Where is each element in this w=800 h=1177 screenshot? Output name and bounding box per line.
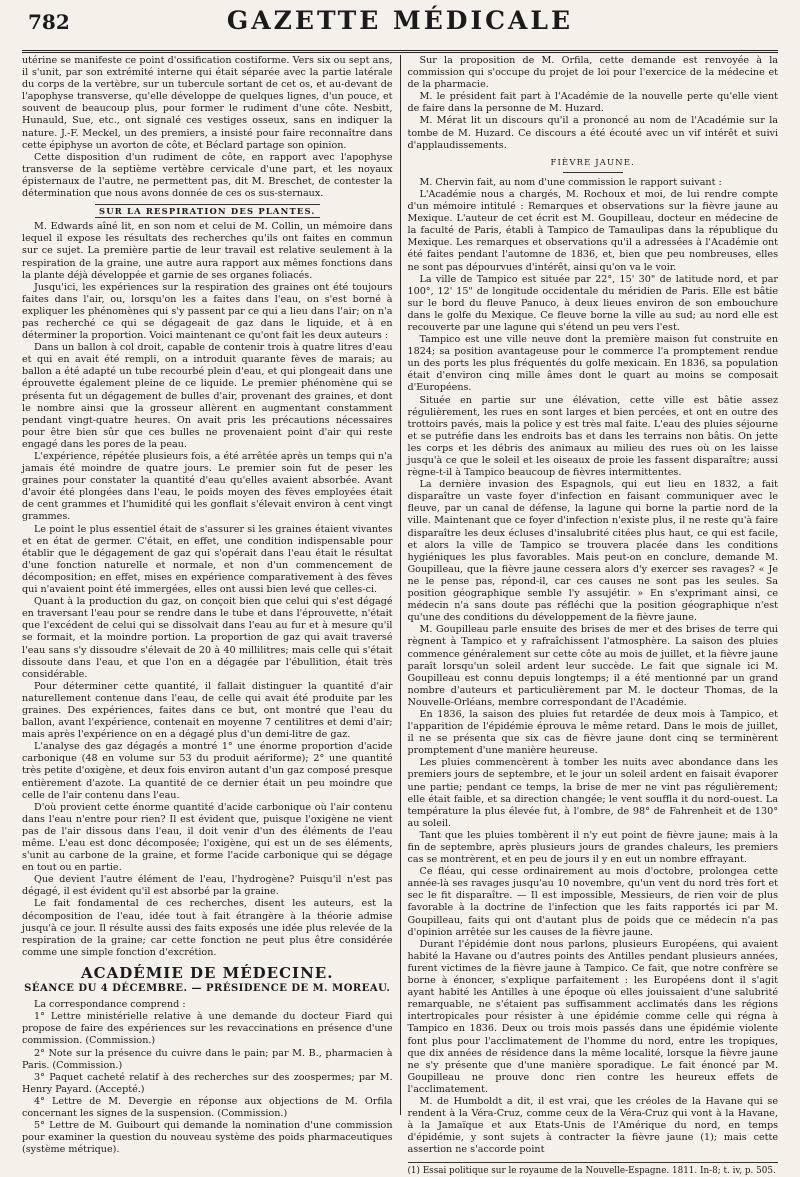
paragraph: Durant l'épidémie dont nous parlons, plusieurs Européens, qui avaient habité la Havane ou d'autres points des Antilles pendant plusieurs années, furent victimes de la fièvre jaune à Tampico. Ce fait, que notre confrère se borne à énoncer, s'explique parfaitement : les Européens dont il s'agit ayant habité les Antilles à une époque où elles jouissaient d'une salubrité remarquable, ne s'étaient pas suffisamment acclimatés dans les régions intertropicales pour résister à une épidémie comme celle qui régna à Tampico en 1836. Deux ou trois mois passés dans une épidémie violente font plus pour l'acclimatement de l'homme du nord, entre les tropiques, que dix années de résidence dans la même localité, lorsque la fièvre jaune ne s'y présente que d'une manière sporadique. Le fait énoncé par M. Goupilleau ne prouve donc rien contre les heureux effets de l'acclimatement. [407,938,779,1095]
paragraph: Cette disposition d'un rudiment de côte, en rapport avec l'apophyse transverse de la septième vertèbre cervicale d'une part, et les noyaux épisternaux de l'autre, ne permettent pas, dit M. Breschet, de contester la détermination que nous avons donnée de ces os sus-sternaux. [22,151,393,200]
list-item: 2° Note sur la présence du cuivre dans le pain; par M. B., pharmacien à Paris. (Commission.) [22,1047,393,1071]
paragraph: Quant à la production du gaz, on conçoit bien que celui qui s'est dégagé en traversant l'eau pour se rendre dans le tube et dans l'éprouvette, n'était que l'excédent de celui qui se dissolvait dans l'eau au fur et à mesure qu'il se formait, et la moindre portion. La proportion de gaz qui avait traversé l'eau sans s'y dissoudre s'élevait de 20 à 40 millilitres; mais celle qui s'était dissoute dans l'eau, et que l'on en a dégagée par l'ébullition, était très considérable. [22,596,393,680]
paragraph: La correspondance comprend : [34,999,186,1011]
page-number: 782 [28,10,70,34]
masthead-title: GAZETTE MÉDICALE [226,6,574,35]
paragraph: Le point le plus essentiel était de s'assurer si les graines étaient vivantes et en état de germer. C'était, en effet, une condition indispensable pour établir que le dégagement de gaz qui s'opérait dans l'eau était le résultat d'une fonction naturelle et normale, et non d'un commencement de décomposition; en effet, mises en expérience comparativement à des fèves qui n'avaient point été immergées, elles ont aussi bien levé que celles-ci. [22,523,393,596]
paragraph: Dans un ballon à col droit, capable de contenir trois à quatre litres d'eau et qui en avait été rempli, on a introduit quarante fèves de marais; au ballon a été adapté un tube recourbé plein d'eau, et qui plongeait dans une éprouvette également pleine de ce liquide. Le premier phénomène qui se présenta fut un dégagement de bulles d'air, provenant des graines, et dont le nombre ainsi que la grosseur allèrent en augmentant constamment pendant vingt-quatre heures. On avait pris les précautions nécessaires pour être bien sûr que ces bulles ne provenaient point d'air qui reste engagé dans les pores de la peau. [22,342,393,450]
paragraph: Jusqu'ici, les expériences sur la respiration des graines ont été toujours faites dans l'air, ou, lorsqu'on les a faites dans l'eau, on s'est borné à expliquer les phénomènes qui s'y passent par ce qui a lieu dans l'air; on n'a pas recherché ce qui se dégageait de gaz dans le liquide, et à en déterminer la proportion. Voici maintenant ce qu'ont fait les deux auteurs : [22,281,393,342]
paragraph: En 1836, la saison des pluies fut retardée de deux mois à Tampico, et l'apparition de l'épidémie éprouva le même retard. Dans le mois de juillet, il ne se présenta que six cas de fièvre jaune dont cinq se terminèrent promptement d'une manière heureuse. [407,708,779,757]
section-rule [563,172,623,173]
right-column [401,55,779,1177]
list-item: 1° Lettre ministérielle relative à une demande du docteur Fiard qui propose de faire des expériences sur les revaccinations en présence d'une commission. (Commission.) [22,1011,393,1047]
paragraph: Tampico est une ville neuve dont la première maison fut construite en 1824; sa position avantageuse pour le commerce l'a promptement rendue un des ports les plus fréquentés du golfe mexicain. En 1836, sa population était d'environ cinq mille âmes dont le quart au moins se composait d'Européens. [407,334,779,394]
paragraph: L'expérience, répétée plusieurs fois, a été arrêtée après un temps qui n'a jamais été moindre de quatre jours. Le premier soin fut de peser les graines pour constater la quantité d'eau qu'elles avaient absorbée. Avant d'avoir été plongées dans l'eau, le poids moyen des fèves employées était de cent grammes et l'humidité qui les gonflait s'élevait environ à cent vingt grammes. [22,451,393,523]
seance-heading: SÉANCE DU 4 DÉCEMBRE. — PRÉSIDENCE DE M. MOREAU. [24,983,391,995]
paragraph: Tant que les pluies tombèrent il n'y eut point de fièvre jaune; mais à la fin de septembre, après plusieurs jours de grandes chaleurs, les premiers cas se montrèrent, et en peu de jours il y en eut un nombre effrayant. [407,829,779,866]
academy-heading: ACADÉMIE DE MÉDECINE. [81,963,334,982]
list-item: 5° Lettre de M. Guibourt qui demande la nomination d'une commission pour examiner la question du nouveau système des poids pharmaceutiques (système métrique). [22,1120,393,1156]
list-item: 3° Paquet cacheté relatif à des recherches sur des zoospermes; par M. Henry Payard. (Accepté.) [22,1071,393,1095]
paragraph: Le fait fondamental de ces recherches, disent les auteurs, est la décomposition de l'eau, idée tout à fait étrangère à la théorie admise jusqu'à ce jour. Il résulte aussi des faits exposés une idée plus relevée de la respiration de la graine; car cette fonction ne peut plus être considérée comme une simple fonction d'excrétion. [22,898,393,958]
section-heading [22,204,393,218]
header-rule [22,50,778,53]
paragraph: La dernière invasion des Espagnols, qui eut lieu en 1832, a fait disparaître un vaste foyer d'infection en faisant communiquer avec le fleuve, par un canal de défense, la lagune qui borne la partie nord de la ville. Maintenant que ce foyer d'infection n'existe plus, il ne reste qu'à faire disparaître les deux écluses d'insalubrité citées plus haut, ce qui est facile, et alors la ville de Tampico se trouvera placée dans les conditions hygiéniques les plus favorables. Mais peut-on en conclure, demande M. Goupilleau, que la fièvre jaune cessera alors d'y exercer ses ravages? « Je ne le pense pas, répond-il, car ces causes ne sont pas les seules. Sa position géographique semble l'y assujétir. » En s'exprimant ainsi, ce médecin n'a sans doute pas réfléchi que la position géographique n'est qu'une des conditions du développement de la fièvre jaune. [407,479,779,624]
two-column-body [22,55,779,1177]
paragraph: M. Edwards aîné lit, en son nom et celui de M. Collin, un mémoire dans lequel il expose les résultats des recherches qu'ils ont faites en commun sur ce sujet. La première partie de leur travail est relative seulement à la respiration de la graine, une autre aura rapport aux mêmes fonctions dans la plante déjà développée et garnie de ses organes foliacés. [22,221,393,281]
paragraph: L'Académie nous a chargés, M. Rochoux et moi, de lui rendre compte d'un mémoire intitulé : Remarques et observations sur la fièvre jaune au Mexique. L'auteur de cet écrit est M. Goupilleau, docteur en médecine de la faculté de Paris, établi à Tampico de Tamaulipas dans la république du Mexique. Les remarques et observations qu'il a adressées à l'Académie ont été faites pendant l'automne de 1836, et, bien que peu nombreuses, elles ne sont pas dépourvues d'intérêt, ainsi qu'on va le voir. [407,188,779,273]
section-heading [408,156,779,168]
paragraph: M. le président fait part à l'Académie de la nouvelle perte qu'elle vient de faire dans la personne de M. Huzard. [407,91,779,115]
paragraph: M. Chervin fait, au nom d'une commission le rapport suivant : [419,176,722,188]
left-column [22,55,400,1156]
section-heading-text: SUR LA RESPIRATION DES PLANTES. [95,204,320,218]
paragraph: D'où provient cette énorme quantité d'acide carbonique où l'air contenu dans l'eau n'entre pour rien? Il est évident que, puisque l'oxigène ne vient pas de l'air dissous dans l'eau, il doit venir d'un des éléments de l'eau même. L'eau est donc décomposée; l'oxigène, qui est un de ses éléments, s'unit au carbone de la graine, et forme l'acide carbonique qui se dégage en tout ou en partie. [22,801,393,874]
paragraph: Ce fléau, qui cesse ordinairement au mois d'octobre, prolongea cette année-là ses ravages jusqu'au 10 novembre, qu'un vent du nord très fort et sec le fit disparaître. — Il est impossible, Messieurs, de rien voir de plus favorable à la doctrine de l'infection que les faits rapportés ici par M. Goupilleau, faits qui ont d'autant plus de poids que ce médecin n'a pas d'opinion arrêtée sur les causes de la fièvre jaune. [407,866,779,938]
list-item: 4° Lettre de M. Devergie en réponse aux objections de M. Orfila concernant les signes de la suspension. (Commission.) [22,1095,393,1119]
page-header [22,6,778,50]
paragraph: Que devient l'autre élément de l'eau, l'hydrogène? Puisqu'il n'est pas dégagé, il est évident qu'il est absorbé par la graine. [22,874,393,898]
paragraph: Sur la proposition de M. Orfila, cette demande est renvoyée à la commission qui s'occupe du projet de loi pour l'exercice de la médecine et de la pharmacie. [407,55,779,91]
paragraph: L'analyse des gaz dégagés a montré 1° une énorme proportion d'acide carbonique (48 en volume sur 53 du produit aériforme); 2° une quantité très petite d'oxigène, et deux fois environ autant d'un gaz composé presque entièrement d'azote. La quantité de ce dernier était un peu moindre que celle de l'air contenu dans l'eau. [22,741,393,801]
paragraph: Pour déterminer cette quantité, il fallait distinguer la quantité d'air naturellement contenue dans l'eau, de celle qui avait été produite par les graines. Des expériences, faites dans ce but, ont montré que l'eau du ballon, avant l'expérience, contenait en moyenne 7 centilitres et demi d'air; mais après l'expérience on en a dégagé plus d'un demi-litre de gaz. [22,680,393,741]
paragraph: M. Mérat lit un discours qu'il a prononcé au nom de l'Académie sur la tombe de M. Huzard. Ce discours a été écouté avec un vif intérêt et suivi d'applaudissements. [407,115,779,151]
paragraph: M. Goupilleau parle ensuite des brises de mer et des brises de terre qui règnent à Tampico et y rafraîchissent l'atmosphère. La saison des pluies commence généralement sur cette côte au mois de juillet, et la fièvre jaune paraît lorsqu'un soleil ardent leur succède. Le fait que signale ici M. Goupilleau est connu depuis longtemps; il a été mentionné par un grand nombre d'auteurs et particulièrement par M. le docteur Thomas, de la Nouvelle-Orléans, membre correspondant de l'Académie. [407,624,779,708]
paragraph: Les pluies commencèrent à tomber les nuits avec abondance dans les premiers jours de septembre, et le jour un soleil ardent en faisait évaporer une partie; pendant ce temps, la brise de mer ne vint pas régulièrement; elle était faible, et sa direction changée; le vent souffla it du nord-ouest. La température la plus élevée fut, à l'ombre, de 98° de Fahrenheit et de 130° au soleil. [407,757,779,829]
paragraph: M. de Humboldt a dit, il est vrai, que les créoles de la Havane qui se rendent à la Véra-Cruz, comme ceux de la Véra-Cruz qui vont à la Havane, à la Jamaïque et aux Etats-Unis de l'Amérique du nord, en temps d'épidémie, y sont sujets à contracter la fièvre jaune (1); mais cette assertion ne s'accorde point [407,1095,779,1156]
paragraph: Située en partie sur une élévation, cette ville est bâtie assez régulièrement, les rues en sont larges et bien percées, et ont en outre des trottoirs pavés, mais la police y est très mal faite. L'eau des pluies séjourne et se putréfie dans les endroits bas et dans les terrains non bâtis. On jette les corps et les débris des animaux au milieu des rues où on les laisse jusqu'à ce que le soleil et les oiseaux de proie les fassent disparaître; aussi règne-t-il à Tampico beaucoup de fièvres intermittentes. [407,394,779,479]
paragraph: La ville de Tampico est située par 22°, 15' 30" de latitude nord, et par 100°, 12' 15" de longitude occidentale du méridien de Paris. Elle est bâtie sur le bord du fleuve Panuco, à deux lieues environ de son embouchure dans le golfe du Mexique. Ce fleuve borne la ville au sud; au nord elle est recouverte par une lagune qui s'étend un peu vers l'est. [407,273,779,333]
section-heading-text: FIÈVRE JAUNE. [550,156,636,167]
footnote: (1) Essai politique sur le royaume de la Nouvelle-Espagne. 1811. In-8; t. iv, p. 505. [408,1162,779,1177]
paragraph: utérine se manifeste ce point d'ossification costiforme. Vers six ou sept ans, il s'unit, par son extrémité interne qui était séparée avec la partie latérale du corps de la vertèbre, sur un tubercule sortant de cet os, et au-devant de l'apophyse transverse, qu'elle développe de quelques lignes, d'un pouce, et souvent de beaucoup plus, pour former le rudiment d'une côte. Nesbitt, Hunauld, Sue, etc., ont signalé ces vestiges osseux, sans en indiquer la nature. J.-F. Meckel, un des premiers, a insisté pour faire reconnaître dans cette épiphyse un avorton de côte, et Béclard partage son opinion. [22,55,393,151]
